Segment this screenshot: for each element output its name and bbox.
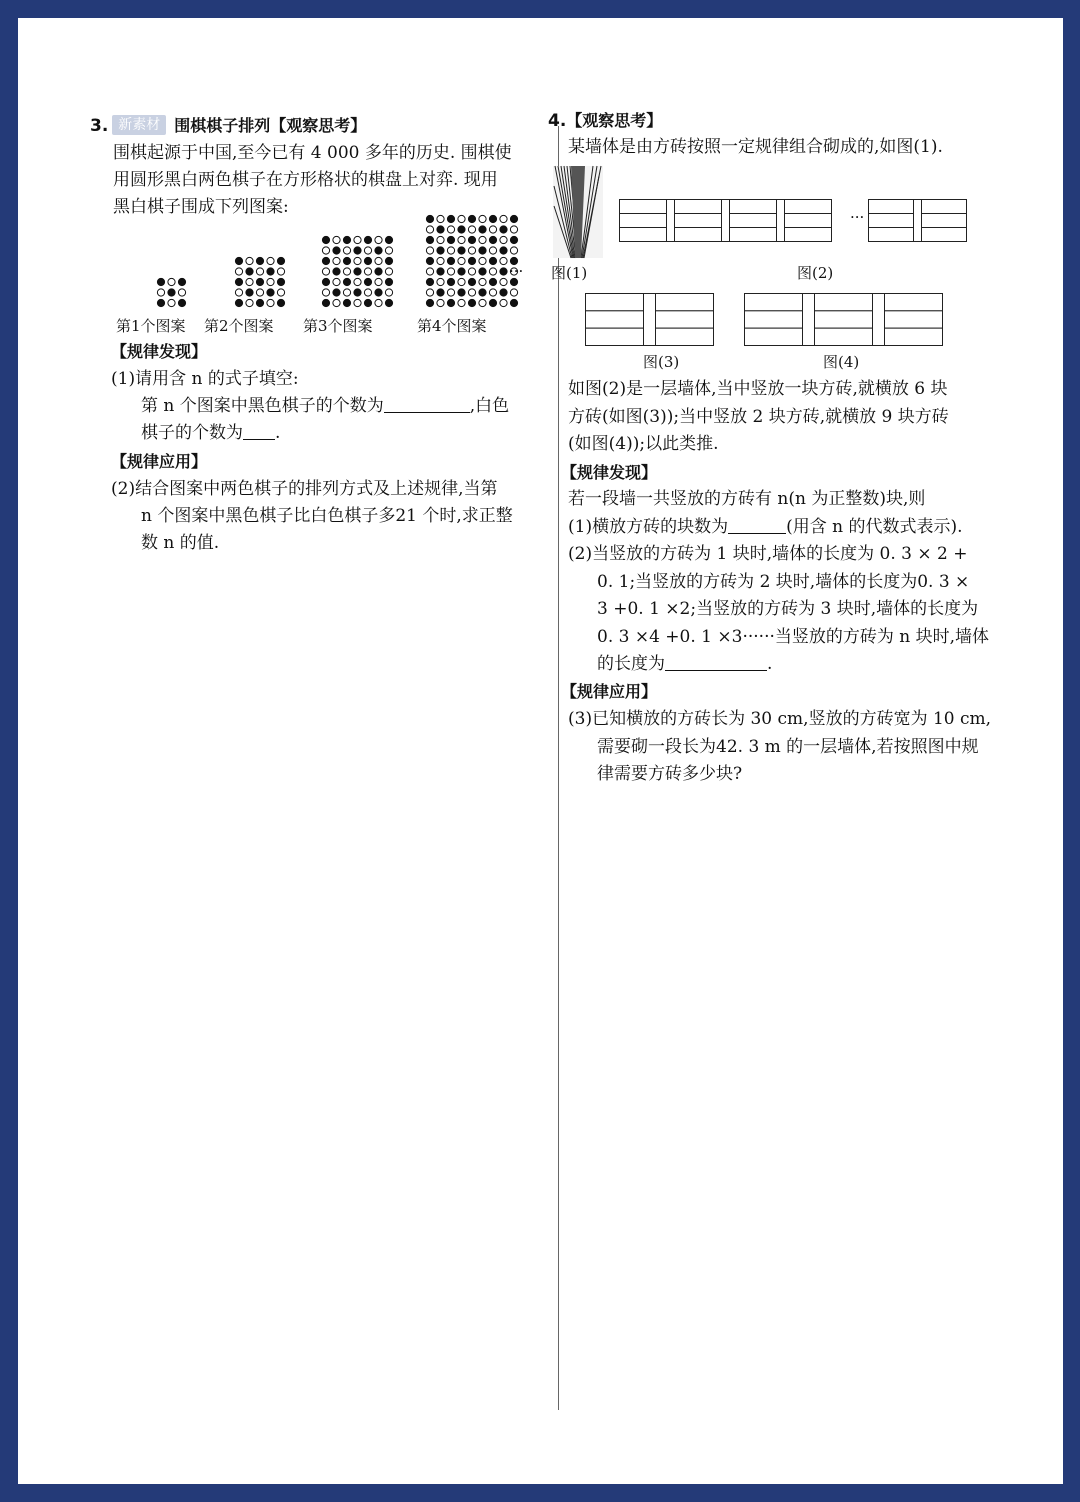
q3-intro-line-3: 黑白棋子围成下列图案: <box>113 197 289 217</box>
white-stone <box>375 278 382 285</box>
horizontal-brick <box>815 328 873 345</box>
black-stone <box>447 257 454 264</box>
white-stone <box>500 236 507 243</box>
q3-part2-line1: (2)结合图案中两色棋子的排列方式及上述规律,当第 <box>111 479 498 499</box>
white-stone <box>354 299 361 306</box>
q3-part1-line2 <box>141 393 509 420</box>
white-stone <box>458 257 465 264</box>
worksheet-page <box>18 18 1063 1484</box>
vertical-brick <box>777 200 785 242</box>
white-stone <box>489 226 496 233</box>
black-stone <box>277 257 284 264</box>
white-stone <box>468 289 475 296</box>
fig4-label: 图(4) <box>823 353 860 371</box>
horizontal-brick <box>730 228 777 242</box>
white-stone <box>468 247 475 254</box>
wall-layer-figure-2 <box>619 199 979 243</box>
q4-part2-line4: 0. 3 ×4 +0. 1 ×3······当竖放的方砖为 n 块时,墙体 <box>597 627 990 647</box>
white-stone <box>235 268 242 275</box>
black-stone <box>157 299 164 306</box>
white-stone <box>447 289 454 296</box>
white-stone <box>500 278 507 285</box>
black-stone <box>385 299 392 306</box>
black-stone <box>500 247 507 254</box>
black-stone <box>235 278 242 285</box>
white-stone <box>157 289 164 296</box>
white-stone <box>343 247 350 254</box>
black-stone <box>458 247 465 254</box>
black-stone <box>426 299 433 306</box>
black-stone <box>235 299 242 306</box>
horizontal-brick <box>785 214 832 228</box>
white-stone <box>426 247 433 254</box>
q4-intro: 某墙体是由方砖按照一定规律组合砌成的,如图(1). <box>568 137 943 157</box>
white-stone <box>479 278 486 285</box>
white-stone <box>354 236 361 243</box>
black-stone <box>256 299 263 306</box>
black-stone <box>437 289 444 296</box>
horizontal-brick <box>745 311 803 328</box>
black-stone <box>322 278 329 285</box>
horizontal-brick <box>675 228 722 242</box>
black-stone <box>479 247 486 254</box>
white-stone <box>333 257 340 264</box>
white-stone <box>322 289 329 296</box>
black-stone <box>385 278 392 285</box>
white-stone <box>437 299 444 306</box>
horizontal-brick <box>815 311 873 328</box>
vertical-brick <box>873 294 885 346</box>
white-stone <box>168 299 175 306</box>
black-stone <box>426 215 433 222</box>
white-stone <box>447 226 454 233</box>
white-stone <box>246 257 253 264</box>
black-stone <box>375 289 382 296</box>
white-stone <box>375 236 382 243</box>
black-stone <box>500 226 507 233</box>
q3-intro-line-2: 用圆形黑白两色棋子在方形格状的棋盘上对弈. 现用 <box>113 170 498 190</box>
q3-title: 围棋棋子排列【观察思考】 <box>174 116 367 135</box>
q3-section-application: 【规律应用】 <box>111 452 208 471</box>
white-stone <box>458 299 465 306</box>
black-stone <box>343 236 350 243</box>
horizontal-brick <box>656 311 714 328</box>
vertical-brick <box>667 200 675 242</box>
black-stone <box>489 299 496 306</box>
white-stone <box>322 247 329 254</box>
horizontal-brick <box>586 328 644 345</box>
q3-part2-line2: n 个图案中黑色棋子比白色棋子多21 个时,求正整 <box>141 506 513 526</box>
black-stone <box>479 289 486 296</box>
vertical-brick <box>644 294 656 346</box>
patterns-ellipsis: ··· <box>509 262 524 280</box>
horizontal-brick <box>656 294 714 311</box>
black-stone <box>375 247 382 254</box>
black-stone <box>489 215 496 222</box>
wall-continuation <box>869 200 967 242</box>
horizontal-brick <box>586 294 644 311</box>
white-stone <box>468 268 475 275</box>
horizontal-brick <box>586 311 644 328</box>
white-stone <box>437 278 444 285</box>
pattern-2-label: 第2个图案 <box>204 317 274 335</box>
black-stone <box>447 278 454 285</box>
black-stone <box>256 278 263 285</box>
white-stone <box>277 289 284 296</box>
horizontal-brick <box>656 328 714 345</box>
black-stone <box>437 268 444 275</box>
white-stone <box>500 215 507 222</box>
black-stone <box>426 236 433 243</box>
white-stone <box>277 268 284 275</box>
black-stone <box>500 289 507 296</box>
black-stone <box>437 247 444 254</box>
black-stone <box>489 278 496 285</box>
horizontal-brick <box>869 214 914 228</box>
q4-section-discovery: 【规律发现】 <box>561 463 658 482</box>
black-stone <box>267 268 274 275</box>
q3-part1-text-d: . <box>275 423 281 443</box>
white-stone <box>333 236 340 243</box>
white-stone <box>333 299 340 306</box>
horizontal-brick <box>620 228 667 242</box>
black-stone <box>277 299 284 306</box>
horizontal-brick <box>745 294 803 311</box>
white-stone <box>178 289 185 296</box>
column-divider <box>558 126 559 1410</box>
q3-heading <box>90 112 366 140</box>
wall-figure-3 <box>585 293 717 347</box>
black-stone <box>468 215 475 222</box>
black-stone <box>510 215 517 222</box>
wall-photo-figure <box>553 166 603 258</box>
black-stone <box>375 268 382 275</box>
black-count-blank[interactable] <box>384 394 470 413</box>
white-stone <box>354 278 361 285</box>
q4-condition: 若一段墙一共竖放的方砖有 n(n 为正整数)块,则 <box>568 489 926 509</box>
q4-part2-line5 <box>597 651 772 678</box>
black-stone <box>277 278 284 285</box>
white-stone <box>385 289 392 296</box>
white-stone <box>479 257 486 264</box>
horizontal-brick <box>885 328 943 345</box>
white-stone <box>500 257 507 264</box>
black-stone <box>343 257 350 264</box>
black-stone <box>510 236 517 243</box>
white-stone <box>375 257 382 264</box>
white-stone <box>354 257 361 264</box>
white-stone <box>479 299 486 306</box>
horizontal-count-blank[interactable] <box>728 515 786 534</box>
black-stone <box>333 289 340 296</box>
horizontal-brick <box>730 200 777 214</box>
q3-part1-text-c: 棋子的个数为 <box>141 423 243 443</box>
q4-part3-line2: 需要砌一段长为42. 3 m 的一层墙体,若按照图中规 <box>597 737 979 757</box>
white-stone <box>489 247 496 254</box>
fig2-ellipsis: ··· <box>850 208 865 226</box>
black-stone <box>479 268 486 275</box>
white-stone <box>458 236 465 243</box>
q4-part2-line3: 3 +0. 1 ×2;当竖放的方砖为 3 块时,墙体的长度为 <box>597 599 979 619</box>
black-stone <box>168 289 175 296</box>
black-stone <box>458 268 465 275</box>
q4-title: 【观察思考】 <box>566 111 663 130</box>
horizontal-brick <box>785 228 832 242</box>
black-stone <box>468 278 475 285</box>
black-stone <box>447 236 454 243</box>
black-stone <box>364 278 371 285</box>
black-stone <box>426 278 433 285</box>
q4-part3-line3: 律需要方砖多少块? <box>597 764 743 784</box>
black-stone <box>178 278 185 285</box>
white-stone <box>168 278 175 285</box>
white-stone <box>267 257 274 264</box>
horizontal-brick <box>620 200 667 214</box>
white-stone <box>437 257 444 264</box>
white-stone <box>385 268 392 275</box>
horizontal-brick <box>885 311 943 328</box>
q3-part1-line3 <box>141 420 280 447</box>
black-stone <box>468 257 475 264</box>
white-stone <box>364 289 371 296</box>
black-stone <box>343 278 350 285</box>
horizontal-brick <box>885 294 943 311</box>
white-stone <box>375 299 382 306</box>
black-stone <box>246 289 253 296</box>
black-stone <box>354 247 361 254</box>
vertical-brick <box>803 294 815 346</box>
black-stone <box>510 299 517 306</box>
pattern-4-label: 第4个图案 <box>417 317 487 335</box>
horizontal-brick <box>922 200 967 214</box>
white-stone <box>510 289 517 296</box>
white-stone <box>458 278 465 285</box>
black-stone <box>235 257 242 264</box>
black-stone <box>333 247 340 254</box>
black-stone <box>354 289 361 296</box>
q4-part2-line2: 0. 1;当竖放的方砖为 2 块时,墙体的长度为0. 3 × <box>597 572 970 592</box>
white-stone <box>479 236 486 243</box>
white-stone <box>267 299 274 306</box>
black-stone <box>354 268 361 275</box>
black-stone <box>447 299 454 306</box>
new-material-badge: 新素材 <box>112 115 166 135</box>
horizontal-brick <box>922 228 967 242</box>
black-stone <box>343 299 350 306</box>
white-stone <box>426 226 433 233</box>
q4-part1-text-b: (用含 n 的代数式表示). <box>786 517 963 537</box>
black-stone <box>246 268 253 275</box>
white-stone <box>500 299 507 306</box>
black-stone <box>489 257 496 264</box>
q4-number: 4. <box>548 111 567 131</box>
black-stone <box>426 257 433 264</box>
fig3-label: 图(3) <box>643 353 680 371</box>
q4-part3-line1: (3)已知横放的方砖长为 30 cm,竖放的方砖宽为 10 cm, <box>568 709 992 729</box>
horizontal-brick <box>869 200 914 214</box>
vertical-brick <box>914 200 922 242</box>
black-stone <box>468 236 475 243</box>
q4-part2-line1: (2)当竖放的方砖为 1 块时,墙体的长度为 0. 3 × 2 + <box>568 544 968 564</box>
white-stone <box>447 268 454 275</box>
black-stone <box>364 257 371 264</box>
black-stone <box>333 268 340 275</box>
horizontal-brick <box>815 294 873 311</box>
vertical-brick <box>722 200 730 242</box>
horizontal-brick <box>869 228 914 242</box>
black-stone <box>322 236 329 243</box>
white-stone <box>267 278 274 285</box>
black-stone <box>468 299 475 306</box>
q4-heading <box>548 107 662 135</box>
q4-desc-line1: 如图(2)是一层墙体,当中竖放一块方砖,就横放 6 块 <box>568 379 948 399</box>
pattern-3-label: 第3个图案 <box>303 317 373 335</box>
white-stone <box>447 247 454 254</box>
black-stone <box>267 289 274 296</box>
white-count-blank[interactable] <box>243 421 275 440</box>
white-stone <box>468 226 475 233</box>
wall-length-blank[interactable] <box>665 652 767 671</box>
fig1-label: 图(1) <box>551 264 588 282</box>
q4-desc-line3: (如图(4));以此类推. <box>568 434 719 454</box>
horizontal-brick <box>675 214 722 228</box>
q3-part1-text: 第 n 个图案中黑色棋子的个数为 <box>141 396 384 416</box>
q4-part1 <box>568 514 963 541</box>
black-stone <box>458 289 465 296</box>
white-stone <box>364 268 371 275</box>
black-stone <box>364 299 371 306</box>
white-stone <box>489 289 496 296</box>
black-stone <box>178 299 185 306</box>
white-stone <box>364 247 371 254</box>
q3-part2-line3: 数 n 的值. <box>141 533 220 553</box>
q4-part1-text: (1)横放方砖的块数为 <box>568 517 729 537</box>
q4-desc-line2: 方砖(如图(3));当中竖放 2 块方砖,就横放 9 块方砖 <box>568 407 949 427</box>
fig2-label: 图(2) <box>797 264 834 282</box>
white-stone <box>322 268 329 275</box>
black-stone <box>437 226 444 233</box>
white-stone <box>437 215 444 222</box>
black-stone <box>479 226 486 233</box>
horizontal-brick <box>730 214 777 228</box>
q4-part2-text: 的长度为 <box>597 654 665 674</box>
black-stone <box>385 257 392 264</box>
black-stone <box>489 236 496 243</box>
white-stone <box>426 268 433 275</box>
white-stone <box>510 226 517 233</box>
q3-number: 3. <box>90 116 109 136</box>
white-stone <box>246 299 253 306</box>
q4-section-application: 【规律应用】 <box>561 682 658 701</box>
white-stone <box>333 278 340 285</box>
black-stone <box>385 236 392 243</box>
pattern-1-label: 第1个图案 <box>116 317 186 335</box>
black-stone <box>447 215 454 222</box>
white-stone <box>510 247 517 254</box>
black-stone <box>364 236 371 243</box>
black-stone <box>500 268 507 275</box>
horizontal-brick <box>620 214 667 228</box>
white-stone <box>426 289 433 296</box>
white-stone <box>479 215 486 222</box>
black-stone <box>458 226 465 233</box>
white-stone <box>489 268 496 275</box>
black-stone <box>322 299 329 306</box>
black-stone <box>157 278 164 285</box>
horizontal-brick <box>745 328 803 345</box>
white-stone <box>256 289 263 296</box>
q3-part1-text-b: ,白色 <box>469 396 510 416</box>
wall-figure-4 <box>744 293 948 347</box>
horizontal-brick <box>675 200 722 214</box>
horizontal-brick <box>785 200 832 214</box>
white-stone <box>343 289 350 296</box>
white-stone <box>437 236 444 243</box>
go-stone-patterns-figure <box>128 223 558 323</box>
q3-part1-line1: (1)请用含 n 的式子填空: <box>111 369 299 389</box>
q3-section-discovery: 【规律发现】 <box>111 342 208 361</box>
black-stone <box>322 257 329 264</box>
white-stone <box>246 278 253 285</box>
white-stone <box>343 268 350 275</box>
black-stone <box>256 257 263 264</box>
white-stone <box>385 247 392 254</box>
q4-part2-end: . <box>767 654 773 674</box>
white-stone <box>458 215 465 222</box>
q3-intro-line-1: 围棋起源于中国,至今已有 4 000 多年的历史. 围棋使 <box>113 143 512 163</box>
white-stone <box>235 289 242 296</box>
white-stone <box>256 268 263 275</box>
horizontal-brick <box>922 214 967 228</box>
